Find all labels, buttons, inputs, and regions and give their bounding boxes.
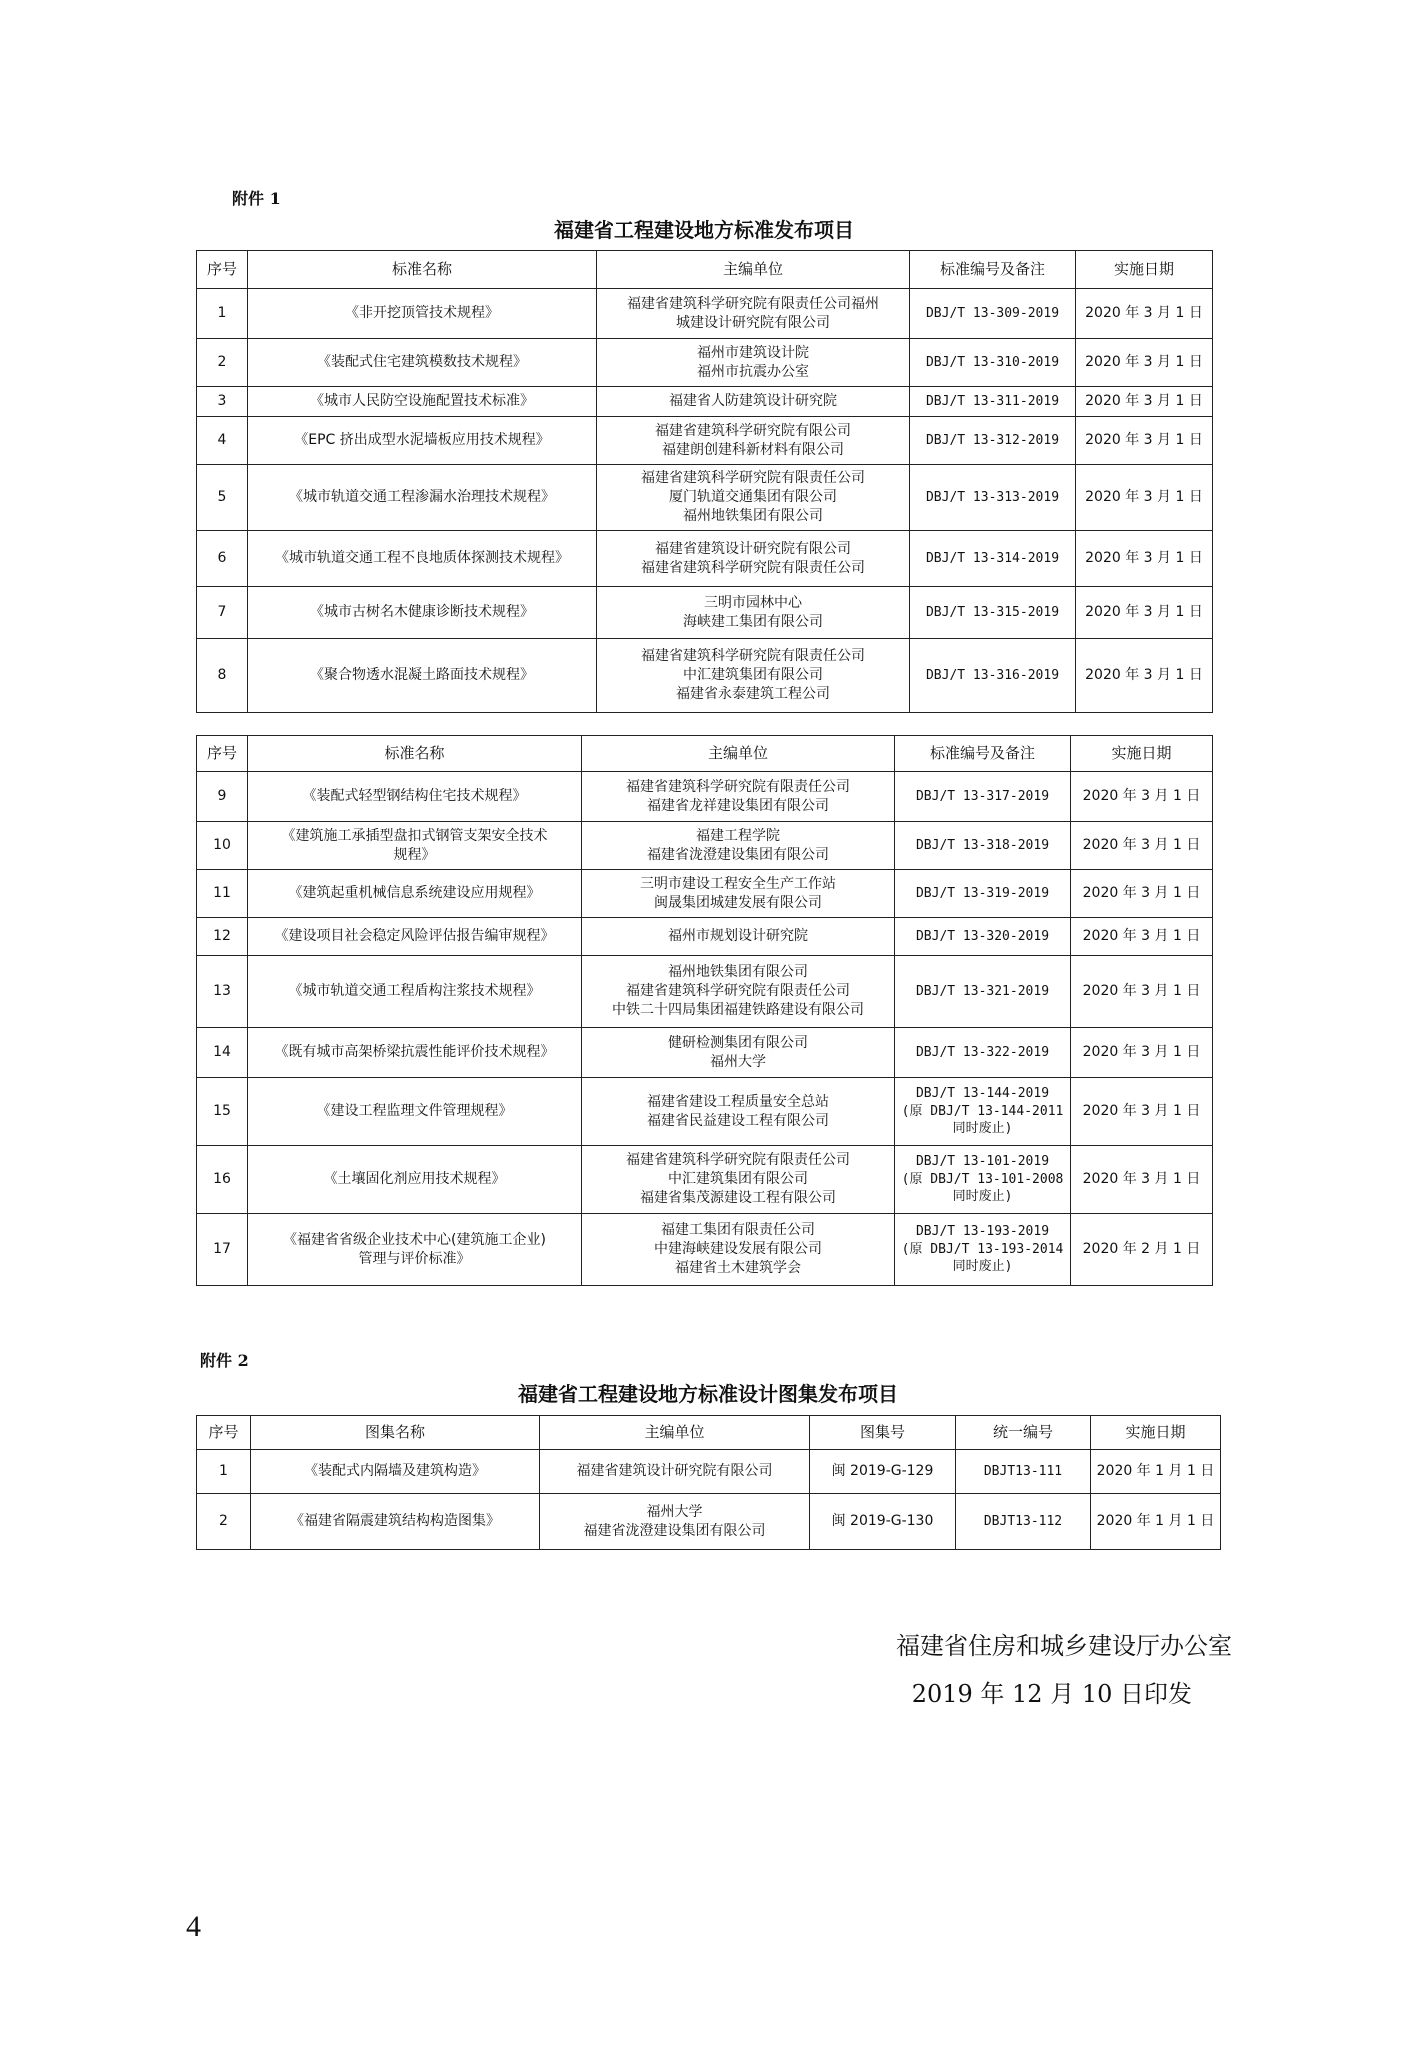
table-row <box>197 822 1213 870</box>
table-row <box>197 531 1213 587</box>
cell-unified-no: DBJT13-112 <box>956 1494 1091 1550</box>
cell-no: 9 <box>197 772 248 822</box>
cell-atlas-no: 闽 2019-G-130 <box>810 1494 956 1550</box>
cell-editor-unit: 福建省建筑科学研究院有限责任公司福州 城建设计研究院有限公司 <box>597 289 910 339</box>
cell-standard-code: DBJ/T 13-309-2019 <box>910 289 1076 339</box>
cell-effective-date: 2020 年 2 月 1 日 <box>1071 1214 1213 1286</box>
table-row <box>197 870 1213 918</box>
cell-no: 1 <box>197 289 248 339</box>
header-standard-name: 标准名称 <box>248 251 597 289</box>
cell-editor-unit: 福州地铁集团有限公司 福建省建筑科学研究院有限责任公司 中铁二十四局集团福建铁路建设有限公司 <box>582 956 895 1028</box>
cell-no: 10 <box>197 822 248 870</box>
standards-table-part2 <box>196 735 1213 1286</box>
attachment2-label: 附件 2 <box>200 1351 249 1370</box>
issue-date: 2019 年 12 月 10 日印发 <box>911 1680 1192 1708</box>
cell-effective-date: 2020 年 1 月 1 日 <box>1091 1450 1221 1494</box>
table-row <box>197 772 1213 822</box>
cell-no: 5 <box>197 465 248 531</box>
table-row <box>197 1450 1221 1494</box>
cell-no: 2 <box>197 1494 251 1550</box>
header-standard-name: 标准名称 <box>248 736 582 772</box>
cell-atlas-name: 《装配式内隔墙及建筑构造》 <box>251 1450 540 1494</box>
cell-standard-code: DBJ/T 13-313-2019 <box>910 465 1076 531</box>
table-row <box>197 956 1213 1028</box>
cell-standard-name: 《城市古树名木健康诊断技术规程》 <box>248 587 597 639</box>
cell-atlas-no: 闽 2019-G-129 <box>810 1450 956 1494</box>
header-unified-no: 统一编号 <box>956 1416 1091 1450</box>
cell-editor-unit: 三明市建设工程安全生产工作站 闽晟集团城建发展有限公司 <box>582 870 895 918</box>
cell-standard-code: DBJ/T 13-321-2019 <box>895 956 1071 1028</box>
attachment2-title: 福建省工程建设地方标准设计图集发布项目 <box>518 1382 898 1406</box>
cell-editor-unit: 福州大学 福建省泷澄建设集团有限公司 <box>540 1494 810 1550</box>
table-row <box>197 918 1213 956</box>
cell-editor-unit: 福建省建筑设计研究院有限公司 福建省建筑科学研究院有限责任公司 <box>597 531 910 587</box>
cell-effective-date: 2020 年 3 月 1 日 <box>1071 1146 1213 1214</box>
cell-effective-date: 2020 年 3 月 1 日 <box>1076 387 1213 417</box>
header-atlas-no: 图集号 <box>810 1416 956 1450</box>
cell-editor-unit: 福州市规划设计研究院 <box>582 918 895 956</box>
cell-standard-name: 《建设工程监理文件管理规程》 <box>248 1078 582 1146</box>
cell-no: 6 <box>197 531 248 587</box>
cell-effective-date: 2020 年 3 月 1 日 <box>1071 1028 1213 1078</box>
cell-no: 15 <box>197 1078 248 1146</box>
cell-effective-date: 2020 年 3 月 1 日 <box>1071 870 1213 918</box>
cell-editor-unit: 福建省建筑设计研究院有限公司 <box>540 1450 810 1494</box>
header-no: 序号 <box>197 736 248 772</box>
cell-editor-unit: 福建省建筑科学研究院有限责任公司 福建省龙祥建设集团有限公司 <box>582 772 895 822</box>
cell-standard-name: 《城市轨道交通工程渗漏水治理技术规程》 <box>248 465 597 531</box>
cell-standard-name: 《土壤固化剂应用技术规程》 <box>248 1146 582 1214</box>
cell-effective-date: 2020 年 3 月 1 日 <box>1076 639 1213 713</box>
cell-editor-unit: 福州市建筑设计院 福州市抗震办公室 <box>597 339 910 387</box>
cell-editor-unit: 健研检测集团有限公司 福州大学 <box>582 1028 895 1078</box>
cell-effective-date: 2020 年 3 月 1 日 <box>1071 772 1213 822</box>
cell-standard-name: 《建筑起重机械信息系统建设应用规程》 <box>248 870 582 918</box>
attachment1-label: 附件 1 <box>232 189 281 208</box>
table-row <box>197 339 1213 387</box>
cell-standard-name: 《城市轨道交通工程不良地质体探测技术规程》 <box>248 531 597 587</box>
cell-editor-unit: 三明市园林中心 海峡建工集团有限公司 <box>597 587 910 639</box>
table-row <box>197 1146 1213 1214</box>
cell-editor-unit: 福建工程学院 福建省泷澄建设集团有限公司 <box>582 822 895 870</box>
cell-standard-code: DBJ/T 13-316-2019 <box>910 639 1076 713</box>
table-row <box>197 1078 1213 1146</box>
cell-standard-code: DBJ/T 13-101-2019 (原 DBJ/T 13-101-2008 同时废止) <box>895 1146 1071 1214</box>
header-standard-code: 标准编号及备注 <box>910 251 1076 289</box>
cell-effective-date: 2020 年 3 月 1 日 <box>1071 822 1213 870</box>
cell-standard-code: DBJ/T 13-317-2019 <box>895 772 1071 822</box>
cell-standard-code: DBJ/T 13-311-2019 <box>910 387 1076 417</box>
cell-effective-date: 2020 年 3 月 1 日 <box>1076 587 1213 639</box>
cell-no: 12 <box>197 918 248 956</box>
table-row <box>197 639 1213 713</box>
standards-table-part1 <box>196 250 1213 713</box>
cell-effective-date: 2020 年 3 月 1 日 <box>1071 956 1213 1028</box>
cell-effective-date: 2020 年 3 月 1 日 <box>1071 918 1213 956</box>
cell-editor-unit: 福建工集团有限责任公司 中建海峡建设发展有限公司 福建省土木建筑学会 <box>582 1214 895 1286</box>
cell-no: 7 <box>197 587 248 639</box>
cell-effective-date: 2020 年 3 月 1 日 <box>1076 417 1213 465</box>
table-row <box>197 1494 1221 1550</box>
cell-standard-name: 《EPC 挤出成型水泥墙板应用技术规程》 <box>248 417 597 465</box>
table-row <box>197 1028 1213 1078</box>
table-row <box>197 289 1213 339</box>
cell-standard-name: 《既有城市高架桥梁抗震性能评价技术规程》 <box>248 1028 582 1078</box>
cell-editor-unit: 福建省建筑科学研究院有限责任公司 中汇建筑集团有限公司 福建省集茂源建设工程有限公司 <box>582 1146 895 1214</box>
table-row <box>197 587 1213 639</box>
cell-no: 14 <box>197 1028 248 1078</box>
header-atlas-name: 图集名称 <box>251 1416 540 1450</box>
cell-effective-date: 2020 年 1 月 1 日 <box>1091 1494 1221 1550</box>
header-effective-date: 实施日期 <box>1071 736 1213 772</box>
cell-standard-code: DBJ/T 13-310-2019 <box>910 339 1076 387</box>
cell-standard-code: DBJ/T 13-319-2019 <box>895 870 1071 918</box>
cell-no: 3 <box>197 387 248 417</box>
cell-standard-name: 《城市人民防空设施配置技术标准》 <box>248 387 597 417</box>
cell-no: 16 <box>197 1146 248 1214</box>
header-no: 序号 <box>197 251 248 289</box>
issuer-office: 福建省住房和城乡建设厅办公室 <box>896 1632 1232 1660</box>
cell-editor-unit: 福建省建筑科学研究院有限责任公司 中汇建筑集团有限公司 福建省永泰建筑工程公司 <box>597 639 910 713</box>
table-row <box>197 1214 1213 1286</box>
cell-atlas-name: 《福建省隔震建筑结构构造图集》 <box>251 1494 540 1550</box>
header-editor-unit: 主编单位 <box>540 1416 810 1450</box>
cell-standard-name: 《建筑施工承插型盘扣式钢管支架安全技术 规程》 <box>248 822 582 870</box>
cell-effective-date: 2020 年 3 月 1 日 <box>1076 465 1213 531</box>
cell-effective-date: 2020 年 3 月 1 日 <box>1076 531 1213 587</box>
cell-standard-name: 《聚合物透水混凝土路面技术规程》 <box>248 639 597 713</box>
header-editor-unit: 主编单位 <box>582 736 895 772</box>
atlas-table <box>196 1415 1221 1550</box>
cell-effective-date: 2020 年 3 月 1 日 <box>1076 289 1213 339</box>
cell-no: 2 <box>197 339 248 387</box>
table-row <box>197 465 1213 531</box>
cell-standard-name: 《城市轨道交通工程盾构注浆技术规程》 <box>248 956 582 1028</box>
cell-standard-name: 《非开挖顶管技术规程》 <box>248 289 597 339</box>
header-effective-date: 实施日期 <box>1091 1416 1221 1450</box>
header-effective-date: 实施日期 <box>1076 251 1213 289</box>
cell-editor-unit: 福建省建筑科学研究院有限责任公司 厦门轨道交通集团有限公司 福州地铁集团有限公司 <box>597 465 910 531</box>
cell-standard-code: DBJ/T 13-315-2019 <box>910 587 1076 639</box>
cell-no: 11 <box>197 870 248 918</box>
cell-standard-name: 《装配式住宅建筑模数技术规程》 <box>248 339 597 387</box>
cell-standard-name: 《建设项目社会稳定风险评估报告编审规程》 <box>248 918 582 956</box>
cell-standard-code: DBJ/T 13-320-2019 <box>895 918 1071 956</box>
cell-editor-unit: 福建省人防建筑设计研究院 <box>597 387 910 417</box>
table-row <box>197 417 1213 465</box>
attachment1-title: 福建省工程建设地方标准发布项目 <box>554 218 854 242</box>
table-row <box>197 387 1213 417</box>
cell-no: 13 <box>197 956 248 1028</box>
cell-standard-code: DBJ/T 13-312-2019 <box>910 417 1076 465</box>
cell-editor-unit: 福建省建筑科学研究院有限公司 福建朗创建科新材料有限公司 <box>597 417 910 465</box>
header-standard-code: 标准编号及备注 <box>895 736 1071 772</box>
cell-editor-unit: 福建省建设工程质量安全总站 福建省民益建设工程有限公司 <box>582 1078 895 1146</box>
cell-no: 4 <box>197 417 248 465</box>
cell-standard-name: 《装配式轻型钢结构住宅技术规程》 <box>248 772 582 822</box>
page-number: 4 <box>186 1910 201 1943</box>
cell-standard-code: DBJ/T 13-322-2019 <box>895 1028 1071 1078</box>
header-editor-unit: 主编单位 <box>597 251 910 289</box>
cell-standard-code: DBJ/T 13-193-2019 (原 DBJ/T 13-193-2014 同时废止) <box>895 1214 1071 1286</box>
cell-standard-name: 《福建省省级企业技术中心(建筑施工企业) 管理与评价标准》 <box>248 1214 582 1286</box>
cell-standard-code: DBJ/T 13-318-2019 <box>895 822 1071 870</box>
cell-no: 17 <box>197 1214 248 1286</box>
cell-effective-date: 2020 年 3 月 1 日 <box>1076 339 1213 387</box>
cell-effective-date: 2020 年 3 月 1 日 <box>1071 1078 1213 1146</box>
cell-no: 8 <box>197 639 248 713</box>
header-no: 序号 <box>197 1416 251 1450</box>
cell-standard-code: DBJ/T 13-144-2019 (原 DBJ/T 13-144-2011 同时废止) <box>895 1078 1071 1146</box>
cell-unified-no: DBJT13-111 <box>956 1450 1091 1494</box>
cell-no: 1 <box>197 1450 251 1494</box>
cell-standard-code: DBJ/T 13-314-2019 <box>910 531 1076 587</box>
